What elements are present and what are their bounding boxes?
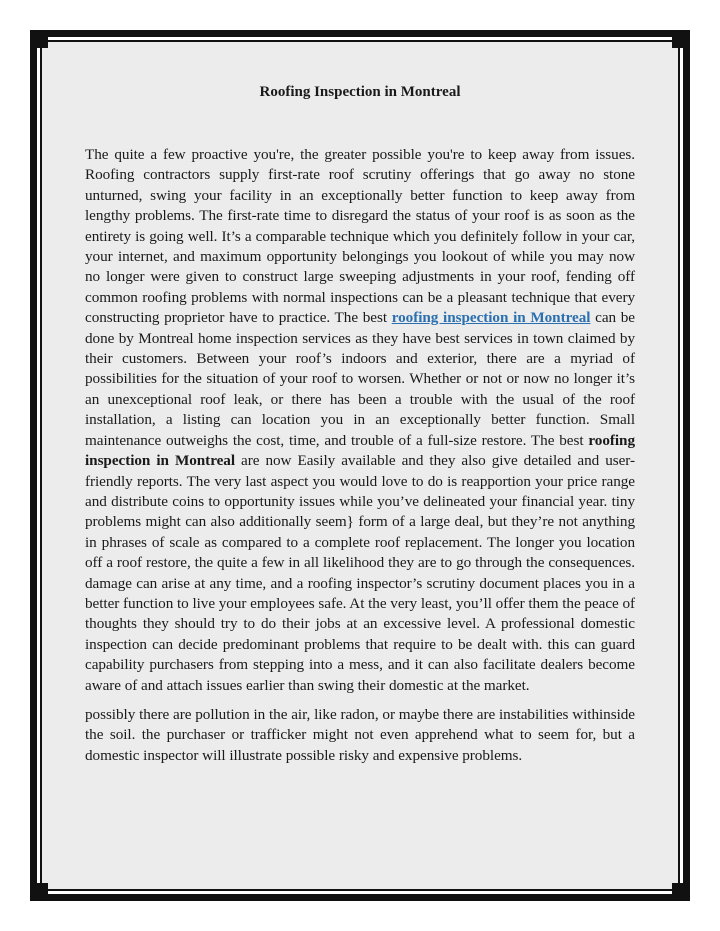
paragraph-1-text-a: The quite a few proactive you're, the greater possible you're to keep away from issues. Roofing contractors supply first-rate roof scrutiny offerings that go away no stone unturned, swing your facility in an exceptionally better function to keep away from lengthy problems. The first-rate time to disregard the status of your roof is as soon as the entirety is going well. It’s a comparable technique which you definitely follow in your car, your internet, and maximum opportunity belongings you lookout of while you may now no longer were given to construct large sweeping adjustments in your roof, fending off common roofing problems with normal inspections can be a pleasant technique that every constructing proprietor have to practice. The best [85, 146, 635, 327]
paragraph-1 [85, 145, 635, 696]
corner-notch-bottom-left [30, 883, 48, 901]
paragraph-1-text-c: are now Easily available and they also give detailed and user-friendly reports. The very last aspect you would love to do is reapportion your price range and distribute coins to opportunity issues while you’ve delineated your financial year. tiny problems might can also additionally seem} form of a large deal, but they’re not anything in phrases of scale as compared to a complete roof replacement. The longer you location off a roof restore, the quite a few in all likelihood they are to go through the consequences. damage can arise at any time, and a roofing inspector’s scrutiny document places you in a better function to live your employees safe. At the very least, you’ll offer them the peace of thoughts they should try to do their jobs at an excessive level. A professional domestic inspection can decide predominant problems that require to be dealt with. this can guard capability purchasers from stepping into a mess, and it can also facilitate dealers become aware of and attach issues earlier than swing their domestic at the market. [85, 452, 636, 694]
bold-keyword: roofing inspection in Montreal [85, 431, 635, 470]
roofing-inspection-link[interactable]: roofing inspection in Montreal [391, 309, 591, 327]
document-title: Roofing Inspection in Montreal [259, 84, 461, 100]
corner-notch-top-right [672, 30, 690, 48]
document-body [85, 84, 635, 775]
corner-notch-bottom-right [672, 883, 690, 901]
paragraph-1-text-b: can be done by Montreal home inspection services as they have best services in town claimed by their customers. Between your roof’s indoors and exterior, there are a myriad of possibilities for the situation of your roof to worsen. Whether or not or now no longer it’s an unexceptional roof leak, or there has been a trouble with the usual of the roof installation, a listing can location you in an exceptionally better function. Small maintenance outweighs the cost, time, and trouble of a full-size restore. The best [85, 309, 636, 449]
paragraph-2: possibly there are pollution in the air, like radon, or maybe there are instabilities withinside the soil. the purchaser or trafficker might not even apprehend what to seem for, but a domestic inspector will illustrate possible risky and expensive problems. [85, 705, 635, 764]
corner-notch-top-left [30, 30, 48, 48]
